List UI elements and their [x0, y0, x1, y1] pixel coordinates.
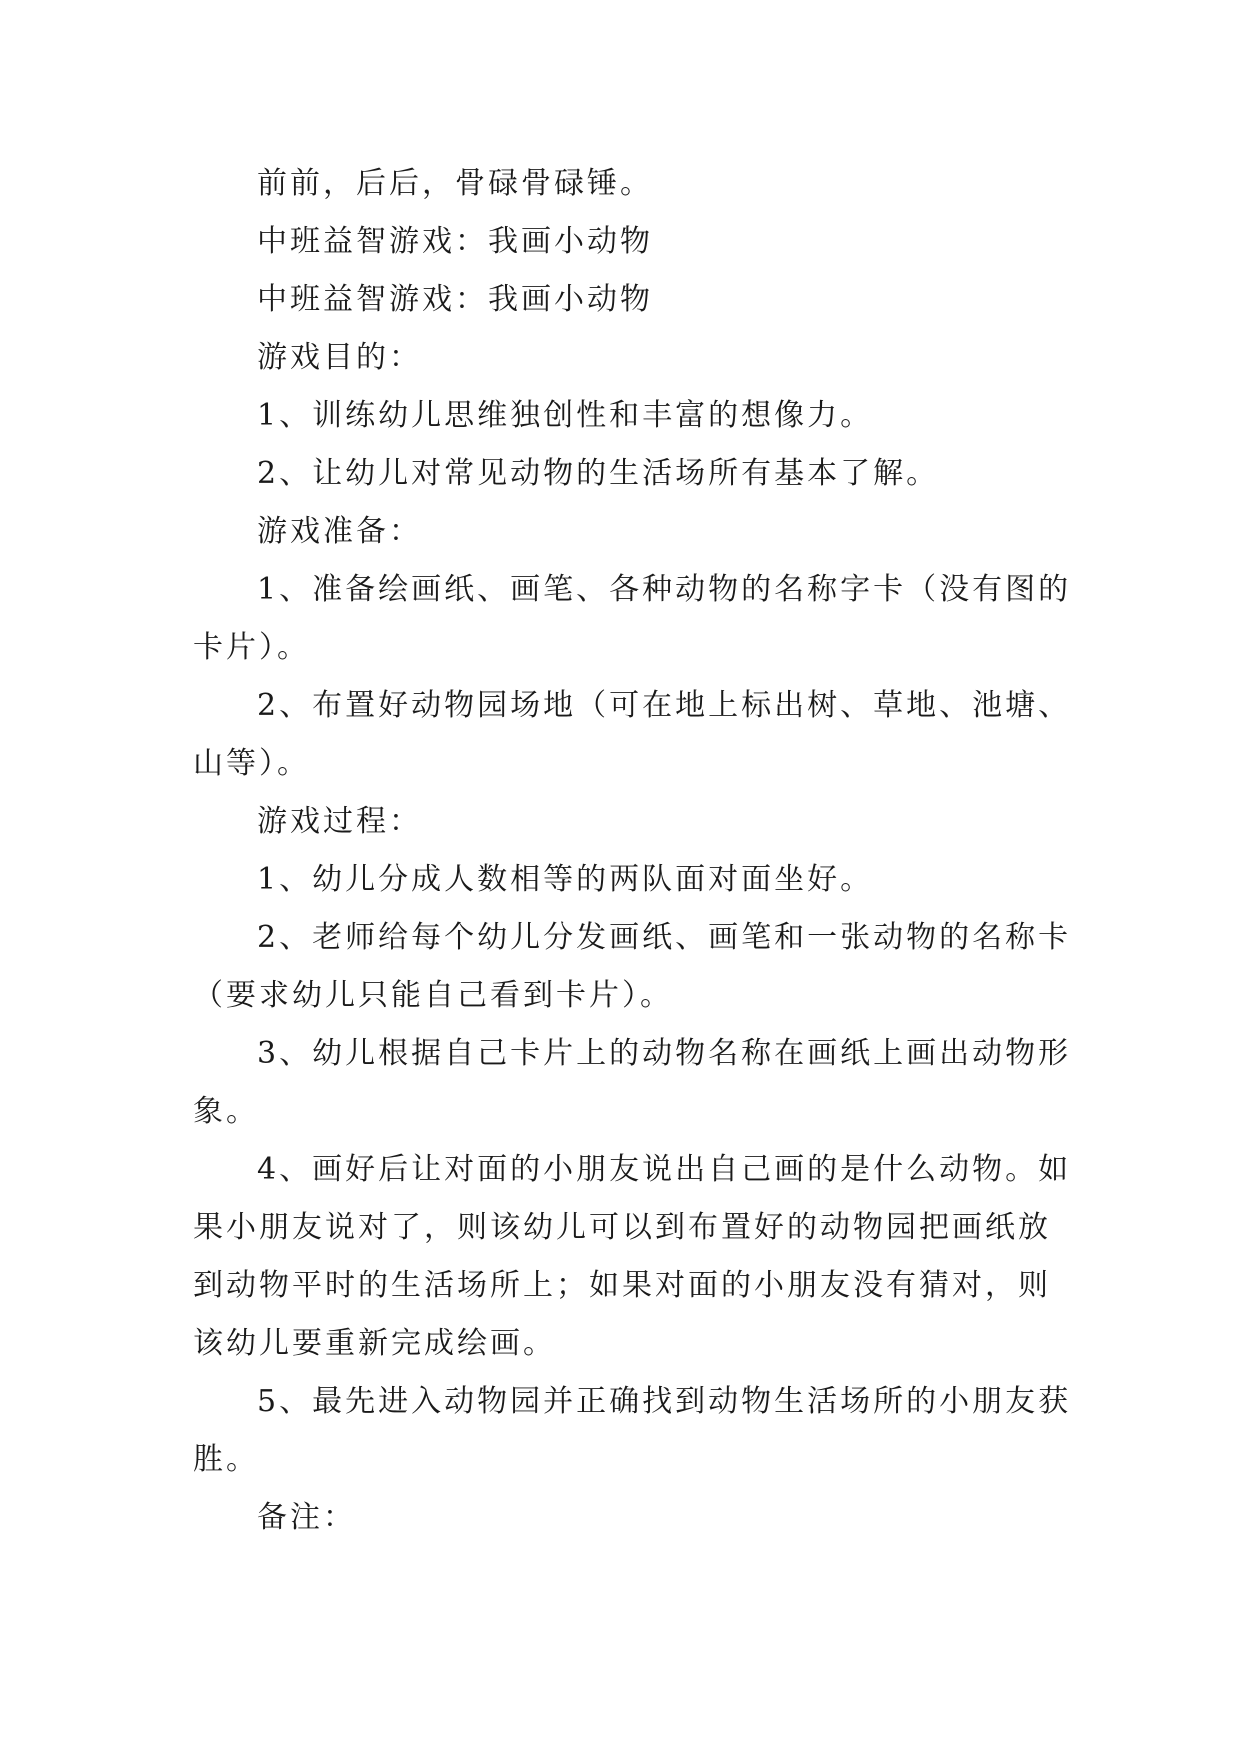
preparation-item-2: 2、布置好动物园场地（可在地上标出树、草地、池塘、山等）。	[193, 688, 1072, 781]
paragraph-title: 中班益智游戏：我画小动物	[257, 224, 653, 259]
goal-item-1: 1、训练幼儿思维独创性和丰富的想像力。	[257, 398, 874, 433]
document-body	[193, 155, 1073, 1547]
process-item-5: 5、最先进入动物园并正确找到动物生活场所的小朋友获胜。	[193, 1384, 1072, 1477]
heading-notes: 备注：	[257, 1500, 356, 1535]
heading-game-process: 游戏过程：	[257, 804, 422, 839]
process-item-3: 3、幼儿根据自己卡片上的动物名称在画纸上画出动物形象。	[193, 1036, 1072, 1129]
process-item-2: 2、老师给每个幼儿分发画纸、画笔和一张动物的名称卡（要求幼儿只能自己看到卡片）。	[193, 920, 1072, 1013]
preparation-item-1: 1、准备绘画纸、画笔、各种动物的名称字卡（没有图的卡片）。	[193, 572, 1072, 665]
process-item-1: 1、幼儿分成人数相等的两队面对面坐好。	[257, 862, 874, 897]
paragraph-title-repeat: 中班益智游戏：我画小动物	[257, 282, 653, 317]
paragraph-intro-rhyme: 前前，后后，骨碌骨碌锤。	[257, 166, 653, 201]
heading-game-goal: 游戏目的：	[257, 340, 422, 375]
goal-item-2: 2、让幼儿对常见动物的生活场所有基本了解。	[257, 456, 940, 491]
process-item-4: 4、画好后让对面的小朋友说出自己画的是什么动物。如果小朋友说对了，则该幼儿可以到布置好的动物园把画纸放到动物平时的生活场所上；如果对面的小朋友没有猜对，则该幼儿要重新完成绘画。	[193, 1152, 1072, 1361]
heading-game-preparation: 游戏准备：	[257, 514, 422, 549]
